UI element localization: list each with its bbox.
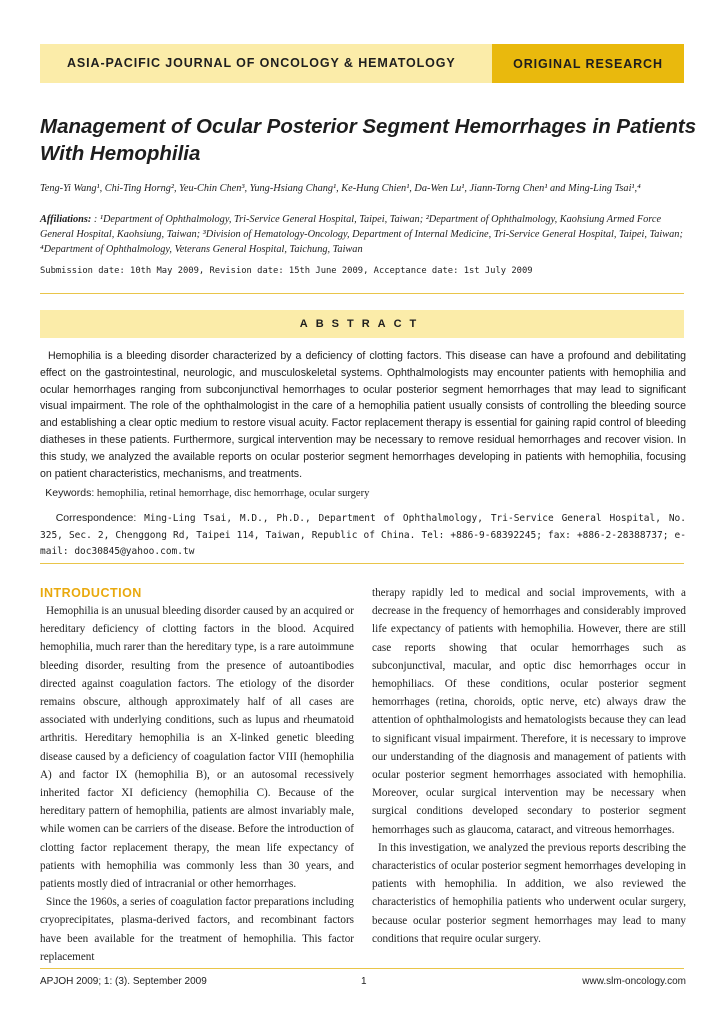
keywords-label: Keywords: [45,487,95,499]
affiliations-text: : ¹Department of Ophthalmology, Tri-Service General Hospital, Taipei, Taiwan; ²Department of Ophthalmology, Kaohsiung Armed Force General Hospital, Kaohsiung, Taiwan; ³Division of Hematology-Oncology, Department of Internal Medicine, Tri-Service General Hospital, Taipei, Taiwan; ⁴Department of Ophthalmology, Veterans General Hospital, Taichung, Taiwan [40,214,683,255]
footer-citation: APJOH 2009; 1: (3). September 2009 [40,976,207,987]
abstract-heading: ABSTRACT [299,318,425,330]
body-paragraph: In this investigation, we analyzed the previous reports describing the characteristics of ocular posterior segment hemorrhages developing in patients with hemophilia. In addition, we also reviewed the characteristics of hemophilia patients who underwent ocular surgery, because ocular posterior segment hemorrhages may lead to many conditions that require ocular surgery. [372,841,686,945]
divider-top [40,293,684,294]
author-list: Teng-Yi Wang¹, Chi-Ting Horng², Yeu-Chin Chen³, Yung-Hsiang Chang¹, Ke-Hung Chien¹, Da-Wen Lu¹, Jiann-Torng Chen¹ and Ming-Ling Tsai¹,⁴ [40,183,641,194]
body-column-right [372,584,686,948]
affiliations [40,212,686,257]
body-paragraph: therapy rapidly led to medical and social improvements, with a decrease in the frequency of hemorrhages and considerably improved life expectancy of patients with hemophilia. However, there are still case reports showing that ocular hemorrhages such as subconjunctival, macular, and optic disc hemorrhages occur in hemophiliacs. Of these conditions, ocular posterior segment hemorrhages (retina, choroids, optic nerve, etc) always draw the attention of ophthalmologists and hematologists because they can lead to significant visual impairment. Therefore, it is necessary to improve our understanding of the diagnosis and management of patients with ocular posterior segment hemorrhages associated with hemophilia. Moreover, ocular surgical intervention may be necessary when surgical conditions developed secondary to posterior segment hemorrhages such as glaucoma, cataract, and vitreous hemorrhages. [372,587,686,836]
correspondence-label: Correspondence: [55,512,137,524]
abstract-text: Hemophilia is a bleeding disorder characterized by a deficiency of clotting factors. This disease can have a profound and debilitating effect on the gastrointestinal, neurologic, and musculoskeletal systems. Ophthalmologists may encounter patients with hemophilia and ocular hemorrhages ranging from subconjunctival hemorrhages to ocular posterior segment hemorrhages that may lead to significant visual impairment. The role of the ophthalmologist in the care of a hemophilia patient usually consists of controlling the bleeding source and establishing a clear optic medium to restore visual acuity. Factor replacement therapy is essential for gaining rapid control of bleeding diatheses in these patients. Furthermore, surgical intervention may be necessary to remove residual hemorrhages and recover vision. In this study, we analyzed the available reports on ocular posterior segment hemorrhages developing in patients with hemophilia, focusing on patient characteristics, mechanisms, and treatments. [40,350,686,480]
footer-website[interactable]: www.slm-oncology.com [582,976,686,987]
body-column-left [40,584,354,966]
introduction-heading: INTRODUCTION [40,586,142,600]
divider-footer [40,968,684,969]
keywords [40,485,686,502]
article-type-badge: ORIGINAL RESEARCH [492,44,684,83]
divider-mid [40,563,684,564]
affiliations-label: Affiliations: [40,214,92,225]
correspondence [40,510,686,561]
abstract-header-band [40,310,684,338]
article-title: Management of Ocular Posterior Segment Hemorrhages in Patients With Hemophilia [40,115,697,165]
submission-dates: Submission date: 10th May 2009, Revision date: 15th June 2009, Acceptance date: 1st July 2009 [40,266,533,276]
body-paragraph: Hemophilia is an unusual bleeding disorder caused by an acquired or hereditary deficiency of clotting factors in the blood. Acquired hemophilia, much rarer than the hereditary type, is a rare autoimmune bleeding disorder, resulting from the presence of autoantibodies directed against coagulation factors. The etiology of the disorder remains obscure, although approximately half of all cases are associated with underlying conditions, such as lupus and rheumatoid arthritis. Hereditary hemophilia is an X-linked genetic bleeding disease caused by a deficiency of coagulation factor VIII (hemophilia A) and factor IX (hemophilia B), or an autosomal recessively inherited factor XI deficiency (hemophilia C). Because of the hereditary pattern of hemophilia, patients are almost invariably male, while women can be carriers of the disease. Before the introduction of clotting factor replacement therapy, the mean life expectancy of patients with hemophilia was commonly less than 30 years, and patients mostly died of intracranial or other hemorrhages. [40,605,354,891]
body-paragraph: Since the 1960s, a series of coagulation factor preparations including cryoprecipitates, plasma-derived factors, and recombinant factors have been available for the treatment of hemophilia. This factor replacement [40,896,354,963]
journal-name: ASIA-PACIFIC JOURNAL OF ONCOLOGY & HEMATOLOGY [67,56,456,70]
page-number: 1 [361,976,367,987]
correspondence-text: Ming-Ling Tsai, M.D., Ph.D., Department of Ophthalmology, Tri-Service General Hospital, No. 325, Sec. 2, Chenggong Rd, Taipei 114, Taiwan, Republic of China. Tel: +886-9-68392245; fax: +886-2-28388737; e-mail: doc30845@yahoo.com.tw [40,513,686,557]
keywords-text: hemophilia, retinal hemorrhage, disc hemorrhage, ocular surgery [96,488,370,499]
